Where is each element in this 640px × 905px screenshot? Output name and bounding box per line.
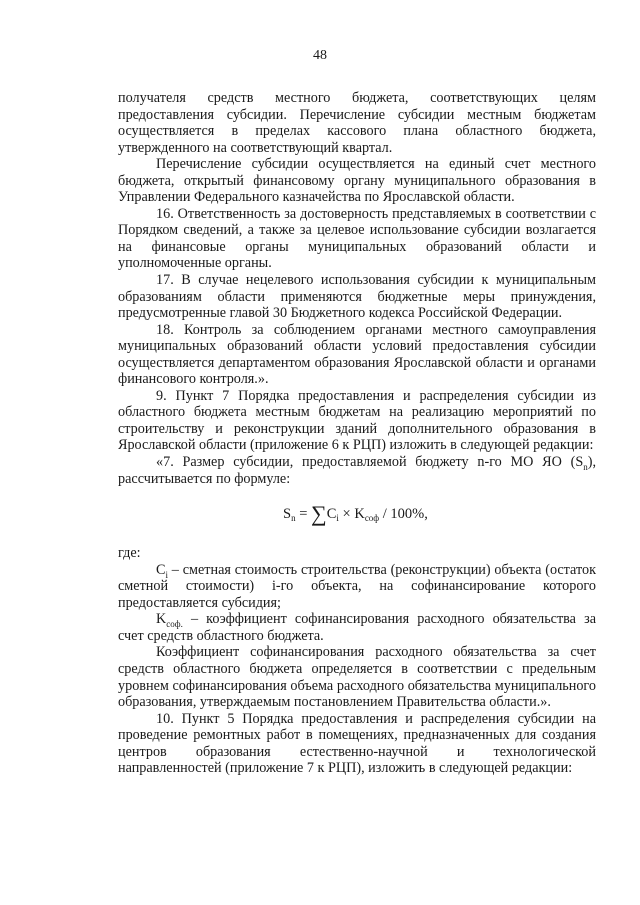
paragraph-funding-transfer: получателя средств местного бюджета, соответствующих целям предоставления субсидии. Перечисление субсидии местным бюджетам осуществляется в пределах кассового плана областного бюджета, утвержденного на соответствующий квартал. — [118, 90, 596, 156]
paragraph-item-7-formula-intro: «7. Размер субсидии, предоставляемой бюджету n-го МО ЯО $(S_n)$, рассчитывается по формуле: — [118, 454, 596, 487]
subsidy-formula: $S_n = \sum C_i \times K_{соф} / 100\%$, — [283, 501, 428, 527]
paragraph-item-16: 16. Ответственность за достоверность представляемых в соответствии с Порядком сведений, а также за целевое использование субсидии возлагается на финансовые органы муниципальных образований области и уполномоченные органы. — [118, 205, 596, 272]
paragraph-item-17: 17. В случае нецелевого использования субсидии к муниципальным образованиям области применяются бюджетные меры принуждения, предусмотренные главой 30 Бюджетного кодекса Российской Федерации. — [118, 272, 596, 322]
where-label: где: — [118, 545, 141, 562]
definition-ci: $C_i$ – сметная стоимость строительства (реконструкции) объекта (остаток сметной стоимости) i-го объекта, на софинансирование которого предоставляется субсидия; — [118, 561, 596, 611]
definition-ksof: $K_{соф.}$ – коэффициент софинансирования расходного обязательства за счет средств областного бюджета. — [118, 611, 596, 644]
page-number: 48 — [313, 48, 327, 63]
paragraph-cofinancing-coefficient: Коэффициент софинансирования расходного обязательства за счет средств областного бюджета определяется в соответствии с предельным уровнем софинансирования объема расходного обязательства муниципального образования, утверждаемым постановлением Правительства области.». — [118, 644, 596, 711]
paragraph-item-10: 10. Пункт 5 Порядка предоставления и распределения субсидии на проведение ремонтных работ в помещениях, предназначенных для создания центров образования естественно-научной и технологической направленностей (приложение 7 к РЦП), изложить в следующей редакции: — [118, 710, 596, 777]
paragraph-item-18: 18. Контроль за соблюдением органами местного самоуправления муниципальных образований области условий предоставления субсидии осуществляется департаментом образования Ярославской области и органами финансового контроля.». — [118, 321, 596, 388]
paragraph-item-9: 9. Пункт 7 Порядка предоставления и распределения субсидии из областного бюджета местным бюджетам на реализацию мероприятий по строительству и реконструкции зданий дополнительного образования в Ярославской области (приложение 6 к РЦП) изложить в следующей редакции: — [118, 387, 596, 454]
paragraph-single-account: Перечисление субсидии осуществляется на единый счет местного бюджета, открытый финансовому органу муниципального образования в Управлении Федерального казначейства по Ярославской области. — [118, 156, 596, 206]
document-body — [118, 90, 596, 777]
